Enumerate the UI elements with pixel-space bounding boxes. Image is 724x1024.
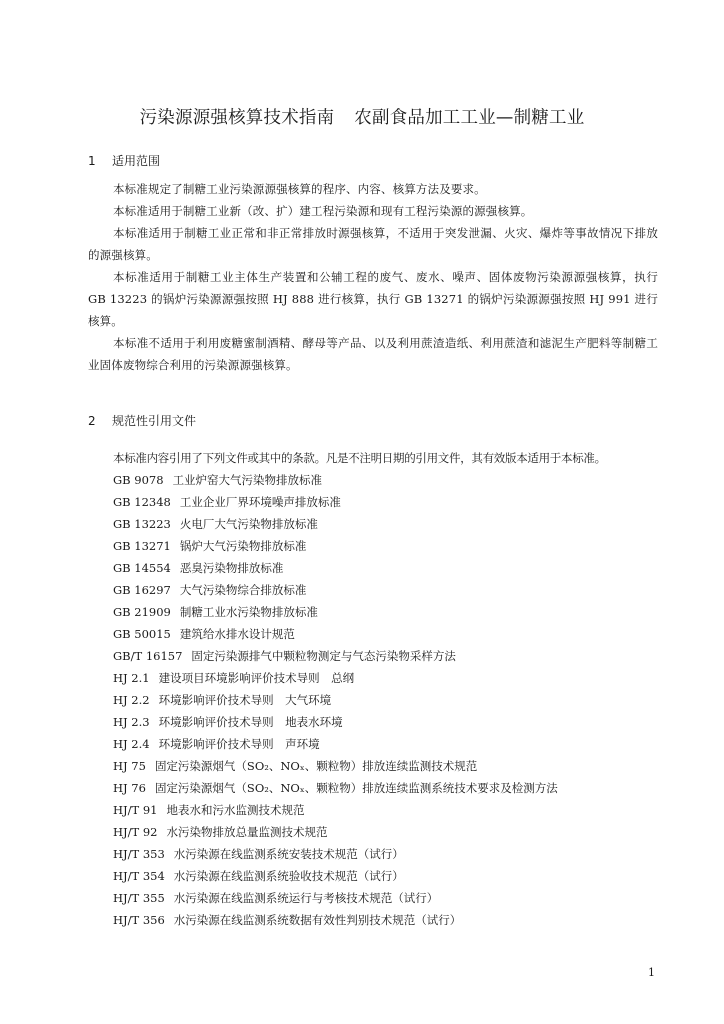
- reference-item: [113, 491, 558, 513]
- paragraph: 本标准适用于制糖工业正常和非正常排放时源强核算，不适用于突发泄漏、火灾、爆炸等事故情况下排放的源强核算。: [88, 226, 658, 262]
- reference-title: 固定污染源烟气（SO₂、NOₓ、颗粒物）排放连续监测技术规范: [154, 759, 478, 773]
- reference-code: GB 16297: [113, 583, 171, 597]
- reference-code: HJ 76: [113, 781, 146, 795]
- reference-item: [113, 865, 558, 887]
- reference-item: [113, 645, 558, 667]
- reference-item: [113, 579, 558, 601]
- reference-title: 水污染源在线监测系统安装技术规范（试行）: [173, 847, 404, 861]
- reference-code: HJ 75: [113, 759, 146, 773]
- reference-title: 水污染物排放总量监测技术规范: [166, 825, 328, 839]
- reference-title: 水污染源在线监测系统运行与考核技术规范（试行）: [173, 891, 439, 905]
- reference-code: HJ 2.4: [113, 737, 150, 751]
- reference-title: 地表水和污水监测技术规范: [166, 803, 305, 817]
- reference-title: 固定污染源排气中颗粒物测定与气态污染物采样方法: [191, 649, 456, 663]
- title-main: 污染源源强核算技术指南: [139, 108, 335, 128]
- reference-title: 大气污染物综合排放标准: [179, 583, 307, 597]
- reference-item: [113, 777, 558, 799]
- reference-code: HJ/T 91: [113, 803, 158, 817]
- reference-item: [113, 733, 558, 755]
- reference-item: [113, 689, 558, 711]
- reference-code: HJ/T 356: [113, 913, 165, 927]
- section-title: 规范性引用文件: [112, 414, 197, 428]
- section-title: 适用范围: [112, 154, 161, 168]
- paragraph: 本标准适用于制糖工业新（改、扩）建工程污染源和现有工程污染源的源强核算。: [113, 204, 533, 218]
- reference-title: 环境影响评价技术导则 地表水环境: [158, 715, 343, 729]
- references-intro: 本标准内容引用了下列文件或其中的条款。凡是不注明日期的引用文件，其有效版本适用于本标准。: [113, 451, 606, 465]
- title-sub: 农副食品加工工业—制糖工业: [354, 108, 585, 128]
- reference-title: 建筑给水排水设计规范: [179, 627, 295, 641]
- reference-item: [113, 711, 558, 733]
- reference-code: HJ 2.1: [113, 671, 150, 685]
- section-2-heading: [88, 412, 196, 429]
- reference-code: GB 12348: [113, 495, 171, 509]
- reference-code: HJ/T 355: [113, 891, 165, 905]
- section-number: 2: [88, 414, 96, 428]
- reference-code: GB 13271: [113, 539, 171, 553]
- reference-item: [113, 535, 558, 557]
- page-number: 1: [648, 966, 655, 979]
- paragraph: 本标准不适用于利用废糖蜜制酒精、酵母等产品、以及利用蔗渣造纸、利用蔗渣和滤泥生产肥料等制糖工业固体废物综合利用的污染源源强核算。: [88, 336, 658, 372]
- reference-item: [113, 601, 558, 623]
- document-title: [0, 104, 724, 129]
- reference-title: 恶臭污染物排放标准: [179, 561, 284, 575]
- reference-item: [113, 909, 558, 931]
- reference-item: [113, 887, 558, 909]
- reference-title: 固定污染源烟气（SO₂、NOₓ、颗粒物）排放连续监测系统技术要求及检测方法: [154, 781, 558, 795]
- reference-code: HJ 2.2: [113, 693, 150, 707]
- reference-code: HJ/T 354: [113, 869, 165, 883]
- reference-list: [113, 469, 558, 931]
- reference-code: GB/T 16157: [113, 649, 183, 663]
- reference-title: 建设项目环境影响评价技术导则 总纲: [158, 671, 355, 685]
- reference-item: [113, 821, 558, 843]
- reference-code: HJ 2.3: [113, 715, 150, 729]
- reference-title: 锅炉大气污染物排放标准: [179, 539, 307, 553]
- section-number: 1: [88, 154, 96, 168]
- reference-title: 火电厂大气污染物排放标准: [179, 517, 318, 531]
- reference-item: [113, 557, 558, 579]
- reference-code: HJ/T 353: [113, 847, 165, 861]
- reference-code: GB 9078: [113, 473, 164, 487]
- paragraph: 本标准规定了制糖工业污染源源强核算的程序、内容、核算方法及要求。: [113, 182, 486, 196]
- reference-code: GB 13223: [113, 517, 171, 531]
- reference-title: 环境影响评价技术导则 大气环境: [158, 693, 332, 707]
- section-1-heading: [88, 152, 160, 169]
- reference-title: 水污染源在线监测系统数据有效性判别技术规范（试行）: [173, 913, 462, 927]
- reference-item: [113, 513, 558, 535]
- reference-code: GB 21909: [113, 605, 171, 619]
- reference-item: [113, 843, 558, 865]
- paragraph: 本标准适用于制糖工业主体生产装置和公辅工程的废气、废水、噪声、固体废物污染源源强核算，执行 GB 13223 的锅炉污染源源强按照 HJ 888 进行核算，执行 GB 13271 的锅炉污染源源强按照 HJ 991 进行核算。: [88, 270, 658, 328]
- reference-item: [113, 469, 558, 491]
- reference-title: 工业炉窑大气污染物排放标准: [172, 473, 323, 487]
- reference-item: [113, 667, 558, 689]
- reference-item: [113, 755, 558, 777]
- reference-title: 制糖工业水污染物排放标准: [179, 605, 318, 619]
- reference-title: 工业企业厂界环境噪声排放标准: [179, 495, 341, 509]
- reference-title: 环境影响评价技术导则 声环境: [158, 737, 320, 751]
- reference-item: [113, 799, 558, 821]
- reference-title: 水污染源在线监测系统验收技术规范（试行）: [173, 869, 404, 883]
- reference-code: GB 14554: [113, 561, 171, 575]
- reference-code: GB 50015: [113, 627, 171, 641]
- reference-code: HJ/T 92: [113, 825, 158, 839]
- reference-item: [113, 623, 558, 645]
